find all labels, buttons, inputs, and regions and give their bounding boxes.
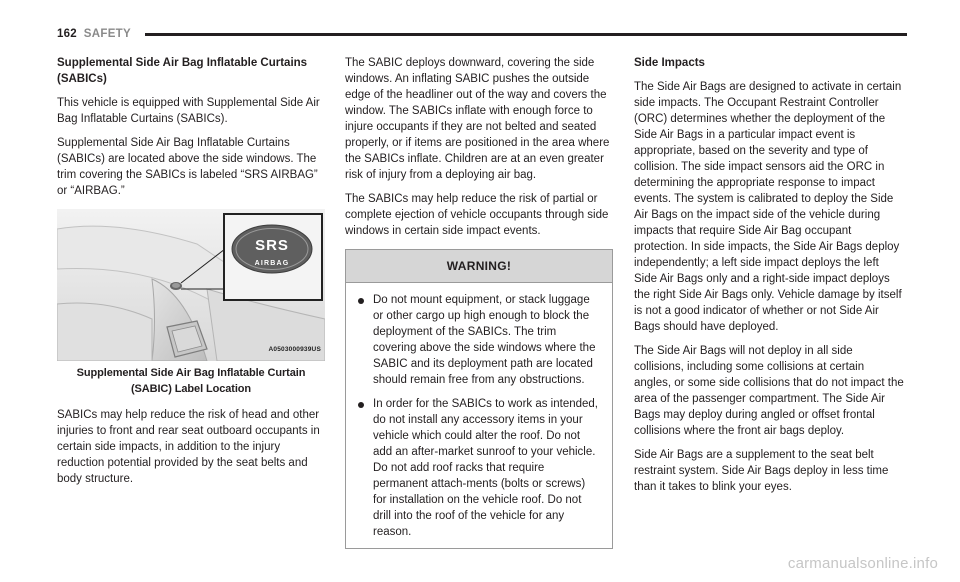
warning-text: Do not mount equipment, or stack luggage or other cargo up high enough to block the deployment of the SABICs. The trim covering above the side windows where the SABIC and its deployment path are located should remain free from any obstructions.	[373, 294, 596, 386]
warning-text: In order for the SABICs to work as intended, do not install any accessory items in your vehicle which could alter the roof. Do not add an after-market sunroof to your vehicle. Do not add roof racks that require permanent attach-ments (bolts or screws) for installation on the vehicle roof. Do not drill into the roof of the vehicle for any reason.	[373, 398, 599, 538]
warning-item	[358, 396, 600, 540]
paragraph: SABICs may help reduce the risk of head and other injuries to front and rear seat outboard occupants in certain side impacts, in addition to the injury reduction potential provided by the seat belts and body structure.	[57, 409, 320, 485]
header-rule	[145, 33, 907, 36]
section-title: SAFETY	[83, 28, 131, 40]
paragraph: The Side Air Bags will not deploy in all side collisions, including some collisions at certain angles, or some side collisions that do not impact the area of the passenger compartment. The Side Air Bags may deploy during angled or offset frontal collisions where the front air bags deploy.	[634, 345, 904, 437]
paragraph: Side Air Bags are a supplement to the seat belt restraint system. Side Air Bags deploy in less time than it takes to blink your eyes.	[634, 449, 889, 493]
figure-caption: Supplemental Side Air Bag Inflatable Curtain (SABIC) Label Location	[76, 367, 306, 395]
paragraph: The SABIC deploys downward, covering the side windows. An inflating SABIC pushes the outside edge of the headliner out of the way and covers the window. The SABICs inflate with enough force to injure occupants if they are not belted and seated properly, or if items are positioned in the area where the SABICs inflate. Children are at an even greater risk of injury from a deploying air bag.	[345, 57, 610, 181]
warning-box	[345, 249, 613, 549]
warning-item	[358, 292, 600, 388]
srs-badge-text: SRS	[255, 237, 289, 254]
figure-code: A0503000939US	[268, 346, 321, 353]
column-2	[345, 55, 613, 549]
page-number: 162	[57, 28, 77, 40]
side-impacts-heading: Side Impacts	[634, 57, 705, 69]
paragraph: Supplemental Side Air Bag Inflatable Curtains (SABICs) are located above the side windows. The trim covering the SABICs is labeled “SRS AIRBAG” or “AIRBAG.”	[57, 137, 318, 197]
paragraph: This vehicle is equipped with Supplemental Side Air Bag Inflatable Curtains (SABICs).	[57, 97, 320, 125]
warning-body	[346, 283, 612, 548]
sabic-label-figure	[57, 209, 325, 361]
page-header	[57, 26, 907, 42]
column-3	[634, 55, 904, 503]
watermark: carmanualsonline.info	[787, 555, 938, 572]
sabic-heading: Supplemental Side Air Bag Inflatable Curtains (SABICs)	[57, 57, 308, 85]
bullet-icon	[358, 298, 364, 304]
column-1	[57, 55, 325, 495]
warning-title: WARNING!	[346, 250, 612, 283]
paragraph: The SABICs may help reduce the risk of partial or complete ejection of vehicle occupants through side windows in certain side impact events.	[345, 193, 609, 237]
airbag-badge-text: AIRBAG	[254, 260, 290, 267]
bullet-icon	[358, 402, 364, 408]
paragraph: The Side Air Bags are designed to activate in certain side impacts. The Occupant Restraint Controller (ORC) determines whether the deployment of the Side Air Bags in a particular impact event is appropriate, based on the severity and type of collision. The side impact sensors aid the ORC in determining the appropriate response to impact events. The system is calibrated to deploy the Side Air Bags on the impact side of the vehicle during impacts that require Side Air Bag occupant protection. In side impacts, the Side Air Bags deploy independently; a left side impact deploys the left Side Air Bags only and a right-side impact deploys the right Side Air Bags only. Vehicle damage by itself is not a good indicator of whether or not Side Air Bags should have deployed.	[634, 81, 902, 333]
headliner-illustration	[57, 209, 325, 361]
